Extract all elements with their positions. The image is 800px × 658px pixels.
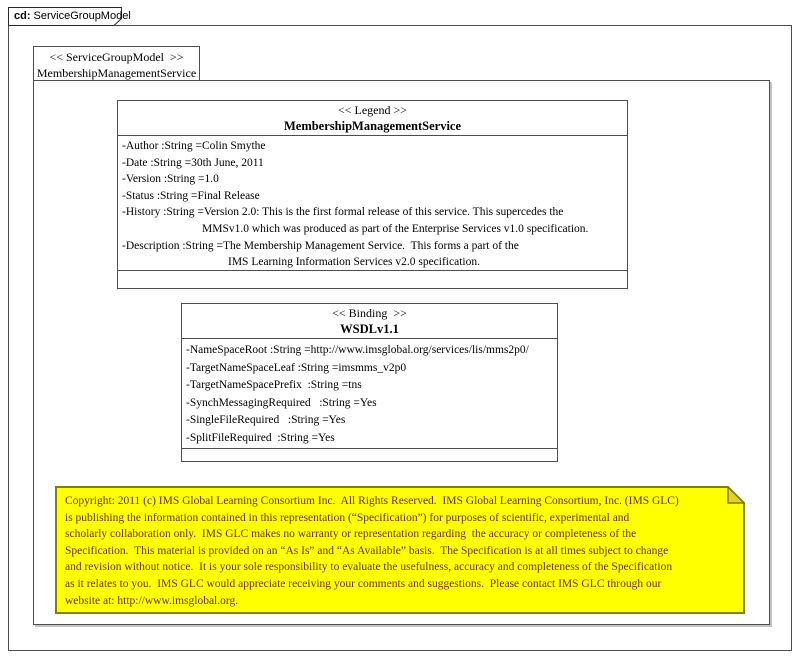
legend-class-box — [117, 100, 628, 289]
binding-class-box — [181, 303, 558, 462]
copyright-note — [55, 486, 745, 614]
binding-operations-empty — [182, 448, 557, 461]
binding-name: WSDLv1.1 — [340, 322, 399, 336]
binding-attr-namespaceroot: -NameSpaceRoot :String =http://www.imsglobal.org/services/lis/mms2p0/ — [186, 344, 529, 356]
binding-header — [182, 304, 557, 338]
package-name: MembershipManagementService — [36, 66, 197, 80]
legend-attr-history: -History :String =Version 2.0: This is the first formal release of this service. This supercedes the — [122, 206, 564, 219]
legend-attr-author: -Author :String =Colin Smythe — [122, 140, 266, 152]
legend-attr-description: -Description :String =The Membership Management Service. This forms a part of the — [122, 239, 519, 252]
legend-attr-status: -Status :String =Final Release — [122, 189, 260, 202]
legend-attr-history-cont: MMSv1.0 which was produced as part of the Enterprise Services v1.0 specification. — [202, 222, 589, 235]
note-line: scholarly collaboration only. IMS GLC makes no warranty or representation regarding the accuracy or completeness of the — [65, 528, 637, 541]
legend-name: MembershipManagementService — [283, 119, 462, 133]
frame-title-text: ServiceGroupModel — [30, 10, 131, 22]
note-line: as it relates to you. IMS GLC would appreciate receiving your comments and suggestions. Please contact IMS GLC through our — [65, 577, 662, 590]
note-line: Specification. This material is provided on an “As Is” and “As Available” basis. The Specification is at all times subject to change — [65, 544, 669, 557]
binding-attributes — [182, 338, 557, 448]
binding-attr-splitfilerequired: -SplitFileRequired :String =Yes — [186, 431, 335, 444]
binding-stereotype: << Binding >> — [332, 306, 407, 320]
note-line: is publishing the information contained in this representation (“Specification”) for purposes of scientific, experimental and — [65, 511, 630, 524]
legend-operations-empty — [118, 270, 627, 288]
legend-header — [118, 101, 627, 135]
binding-attr-synchmessagingrequired: -SynchMessagingRequired :String =Yes — [186, 396, 377, 409]
legend-attr-date: -Date :String =30th June, 2011 — [122, 156, 264, 169]
note-text — [55, 486, 745, 614]
note-line: website at: http://www.imsglobal.org. — [65, 594, 239, 607]
note-line: and revision without notice. It is your sole responsibility to evaluate the usefulness, accuracy and completeness of the Specification — [65, 561, 673, 574]
frame-title-tab — [8, 7, 131, 26]
binding-attr-targetnamespaceleaf: -TargetNameSpaceLeaf :String =imsmms_v2p0 — [186, 361, 407, 374]
frame-title — [14, 10, 131, 22]
legend-attr-version: -Version :String =1.0 — [122, 173, 219, 186]
legend-attributes — [118, 135, 627, 270]
legend-stereotype: << Legend >> — [337, 103, 408, 117]
binding-attr-targetnamespaceprefix: -TargetNameSpacePrefix :String =tns — [186, 379, 362, 391]
package-tab — [33, 46, 200, 81]
binding-attr-singlefilerequired: -SingleFileRequired :String =Yes — [186, 414, 346, 426]
legend-attr-description-cont: IMS Learning Information Services v2.0 specification. — [228, 256, 480, 269]
package-stereotype: << ServiceGroupModel >> — [49, 50, 184, 64]
note-line: Copyright: 2011 (c) IMS Global Learning Consortium Inc. All Rights Reserved. IMS Global Learning Consortium, Inc. (IMS GLC) — [65, 495, 679, 507]
frame-title-prefix: cd: — [14, 10, 31, 22]
